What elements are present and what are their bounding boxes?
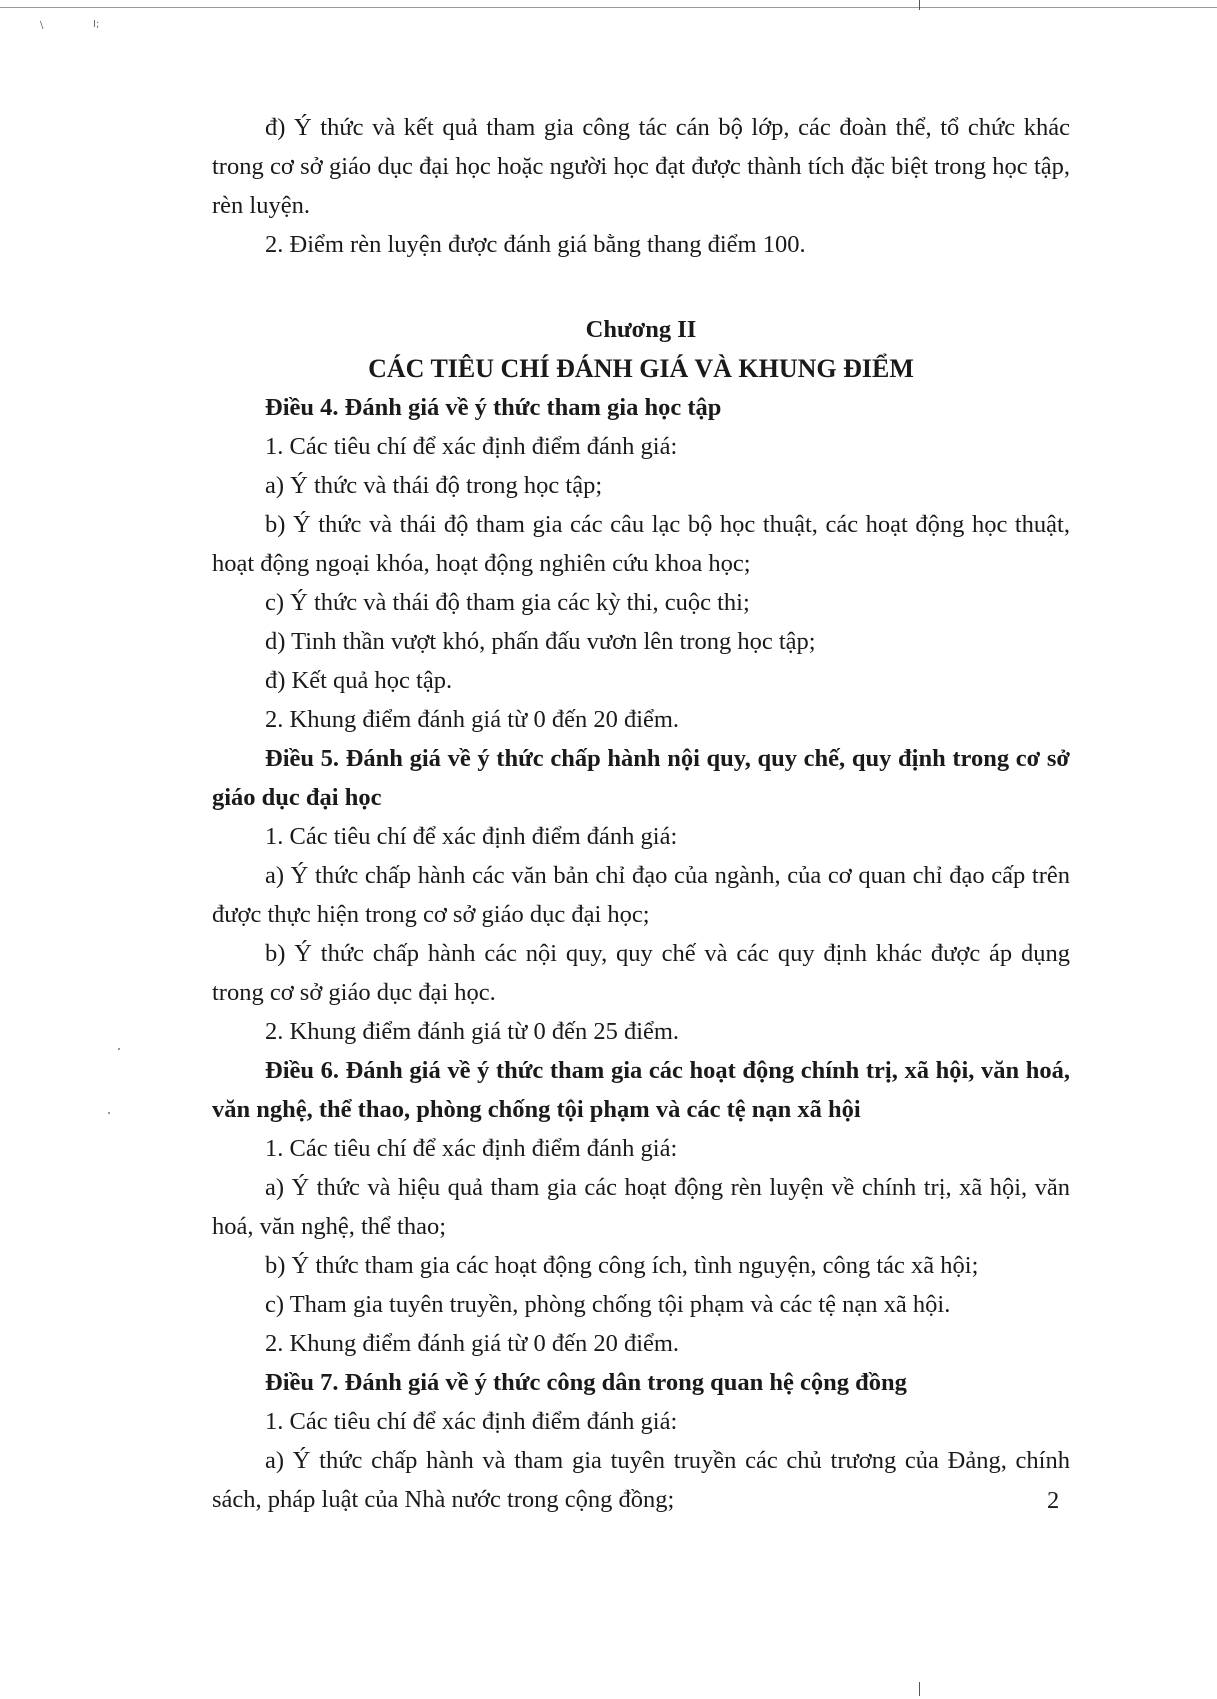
section-gap bbox=[212, 264, 1070, 310]
document-page bbox=[212, 108, 1070, 1519]
article-4-heading: Điều 4. Đánh giá về ý thức tham gia học tập bbox=[265, 394, 722, 421]
article-4-score-range: 2. Khung điểm đánh giá từ 0 đến 20 điểm. bbox=[265, 706, 680, 733]
article-5-criteria-intro: 1. Các tiêu chí để xác định điểm đánh giá: bbox=[265, 823, 678, 850]
scan-dust-dot bbox=[118, 1048, 120, 1050]
chapter-title: CÁC TIÊU CHÍ ĐÁNH GIÁ VÀ KHUNG ĐIỂM bbox=[368, 354, 914, 383]
article-5-item-b: b) Ý thức chấp hành các nội quy, quy chế và các quy định khác được áp dụng trong cơ sở giáo dục đại học. bbox=[212, 940, 1070, 1006]
scan-artifact-mark: I; bbox=[93, 19, 100, 30]
article-4-criteria-intro: 1. Các tiêu chí để xác định điểm đánh giá: bbox=[265, 433, 678, 460]
article-6-item-a: a) Ý thức và hiệu quả tham gia các hoạt động rèn luyện về chính trị, xã hội, văn hoá, văn nghệ, thể thao; bbox=[212, 1174, 1070, 1240]
scan-tick-mark-top bbox=[919, 0, 920, 10]
article-7-criteria-intro: 1. Các tiêu chí để xác định điểm đánh giá: bbox=[265, 1408, 678, 1435]
article-7-item-a: a) Ý thức chấp hành và tham gia tuyên truyền các chủ trương của Đảng, chính sách, pháp luật của Nhà nước trong cộng đồng; bbox=[212, 1447, 1070, 1513]
page-number: 2 bbox=[1047, 1487, 1060, 1514]
article-4-item-c: c) Ý thức và thái độ tham gia các kỳ thi, cuộc thi; bbox=[265, 589, 750, 616]
scan-border-line bbox=[0, 7, 1217, 8]
article-6-score-range: 2. Khung điểm đánh giá từ 0 đến 20 điểm. bbox=[265, 1330, 680, 1357]
chapter-number: Chương II bbox=[585, 316, 697, 343]
intro-point-2: 2. Điểm rèn luyện được đánh giá bằng thang điểm 100. bbox=[265, 231, 806, 258]
scan-tick-mark-bottom bbox=[919, 1682, 920, 1696]
intro-item-dd: đ) Ý thức và kết quả tham gia công tác cán bộ lớp, các đoàn thể, tổ chức khác trong cơ sở giáo dục đại học hoặc người học đạt được thành tích đặc biệt trong học tập, rèn luyện. bbox=[212, 114, 1070, 219]
article-5-item-a: a) Ý thức chấp hành các văn bản chỉ đạo của ngành, của cơ quan chỉ đạo cấp trên được thực hiện trong cơ sở giáo dục đại học; bbox=[212, 862, 1070, 928]
article-6-heading: Điều 6. Đánh giá về ý thức tham gia các hoạt động chính trị, xã hội, văn hoá, văn nghệ, thể thao, phòng chống tội phạm và các tệ nạn xã hội bbox=[212, 1057, 1070, 1123]
article-5-heading: Điều 5. Đánh giá về ý thức chấp hành nội quy, quy chế, quy định trong cơ sở giáo dục đại học bbox=[212, 745, 1070, 811]
article-5-score-range: 2. Khung điểm đánh giá từ 0 đến 25 điểm. bbox=[265, 1018, 680, 1045]
article-4-item-b: b) Ý thức và thái độ tham gia các câu lạc bộ học thuật, các hoạt động học thuật, hoạt động ngoại khóa, hoạt động nghiên cứu khoa học; bbox=[212, 511, 1070, 577]
article-4-item-a: a) Ý thức và thái độ trong học tập; bbox=[265, 472, 603, 499]
article-4-item-dd: đ) Kết quả học tập. bbox=[265, 667, 453, 694]
article-6-criteria-intro: 1. Các tiêu chí để xác định điểm đánh giá: bbox=[265, 1135, 678, 1162]
scan-dust-dot bbox=[108, 1112, 110, 1114]
article-6-item-c: c) Tham gia tuyên truyền, phòng chống tội phạm và các tệ nạn xã hội. bbox=[265, 1291, 951, 1318]
article-6-item-b: b) Ý thức tham gia các hoạt động công ích, tình nguyện, công tác xã hội; bbox=[265, 1252, 979, 1279]
scan-artifact-mark: \ bbox=[40, 20, 44, 31]
article-7-heading: Điều 7. Đánh giá về ý thức công dân trong quan hệ cộng đồng bbox=[265, 1369, 907, 1396]
article-4-item-d: d) Tinh thần vượt khó, phấn đấu vươn lên trong học tập; bbox=[265, 628, 816, 655]
